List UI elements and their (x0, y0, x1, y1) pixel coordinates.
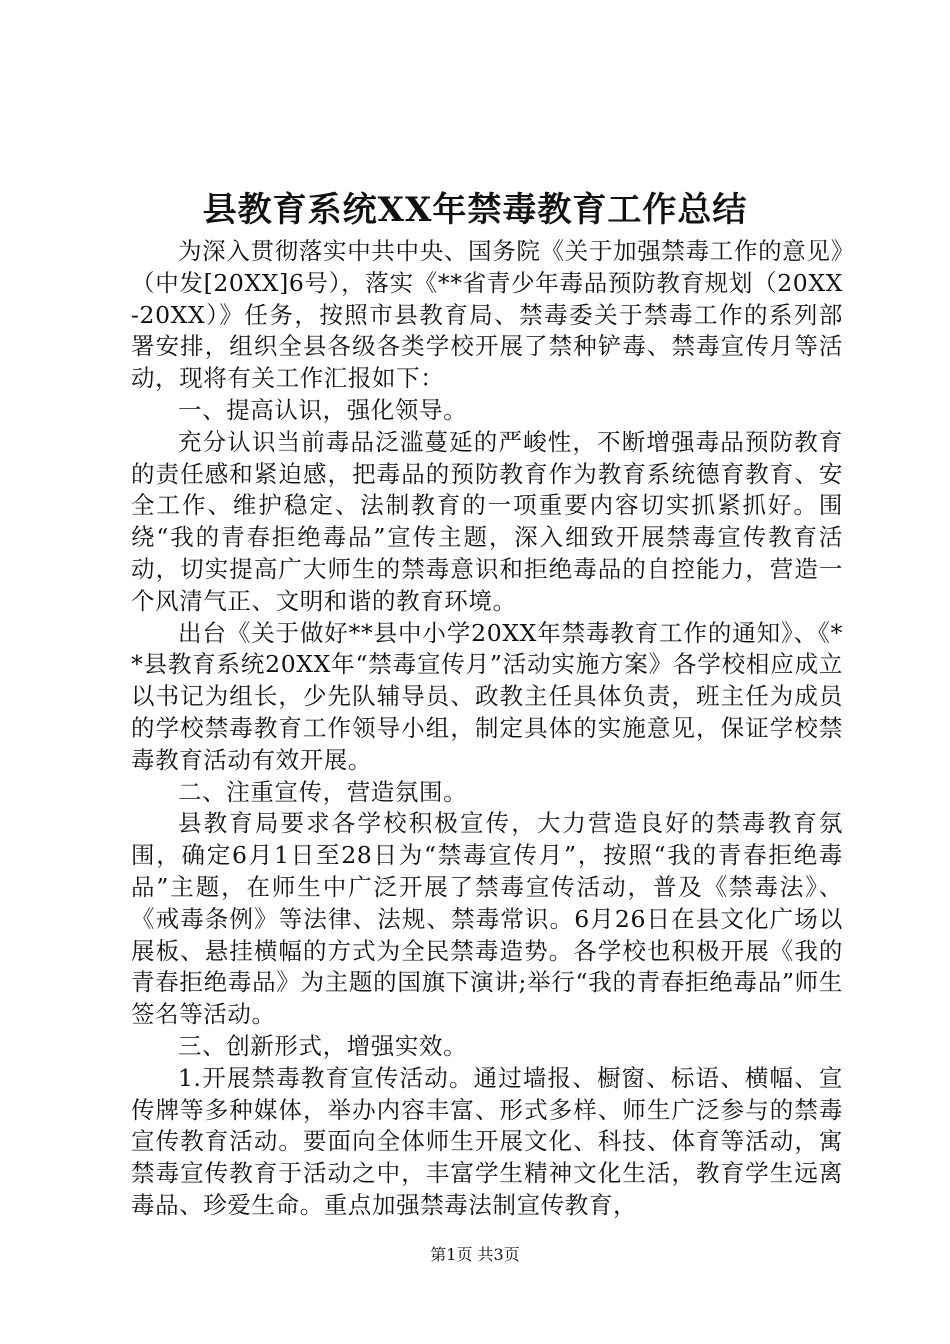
body-paragraph: 1.开展禁毒教育宣传活动。通过墙报、橱窗、标语、横幅、宣传牌等多种媒体，举办内容丰富、形式多样、师生广泛参与的禁毒宣传教育活动。要面向全体师生开展文化、科技、体育等活动，寓禁毒宣传教育于活动之中，丰富学生精神文化生活，教育学生远离毒品、珍爱生命。重点加强禁毒法制宣传教育， (131, 1063, 843, 1219)
body-paragraph: 县教育局要求各学校积极宣传，大力营造良好的禁毒教育氛围，确定6月1日至28日为“禁毒宣传月”，按照“我的青春拒绝毒品”主题，在师生中广泛开展了禁毒宣传活动，普及《禁毒法》、《戒毒条例》等法律、法规、禁毒常识。6月26日在县文化广场以展板、悬挂横幅的方式为全民禁毒造势。各学校也积极开展《我的青春拒绝毒品》为主题的国旗下演讲;举行“我的青春拒绝毒品”师生签名等活动。 (131, 809, 843, 1029)
intro-paragraph: 为深入贯彻落实中共中央、国务院《关于加强禁毒工作的意见》（中发[20XX]6号），落实《**省青少年毒品预防教育规划（20XX-20XX）》任务，按照市县教育局、禁毒委关于禁毒工作的系列部署安排，组织全县各级各类学校开展了禁种铲毒、禁毒宣传月等活动，现将有关工作汇报如下： (131, 237, 843, 393)
section-heading-3: 三、创新形式，增强实效。 (178, 1031, 468, 1060)
section-heading-1: 一、提高认识，强化领导。 (178, 395, 468, 424)
document-title: 县教育系统XX年禁毒教育工作总结 (202, 190, 748, 230)
body-paragraph: 充分认识当前毒品泛滥蔓延的严峻性，不断增强毒品预防教育的责任感和紧迫感，把毒品的预防教育作为教育系统德育教育、安全工作、维护稳定、法制教育的一项重要内容切实抓紧抓好。围绕“我的青春拒绝毒品”宣传主题，深入细致开展禁毒宣传教育活动，切实提高广大师生的禁毒意识和拒绝毒品的自控能力，营造一个风清气正、文明和谐的教育环境。 (131, 427, 843, 615)
document-body (131, 236, 843, 1222)
section-heading-2: 二、注重宣传，营造氛围。 (178, 777, 468, 806)
page-number-footer: 第1页 共3页 (430, 1245, 520, 1264)
body-paragraph: 出台《关于做好**县中小学20XX年禁毒教育工作的通知》、《**县教育系统20XX年“禁毒宣传月”活动实施方案》各学校相应成立以书记为组长，少先队辅导员、政教主任具体负责，班主任为成员的学校禁毒教育工作领导小组，制定具体的实施意见，保证学校禁毒教育活动有效开展。 (131, 618, 843, 774)
